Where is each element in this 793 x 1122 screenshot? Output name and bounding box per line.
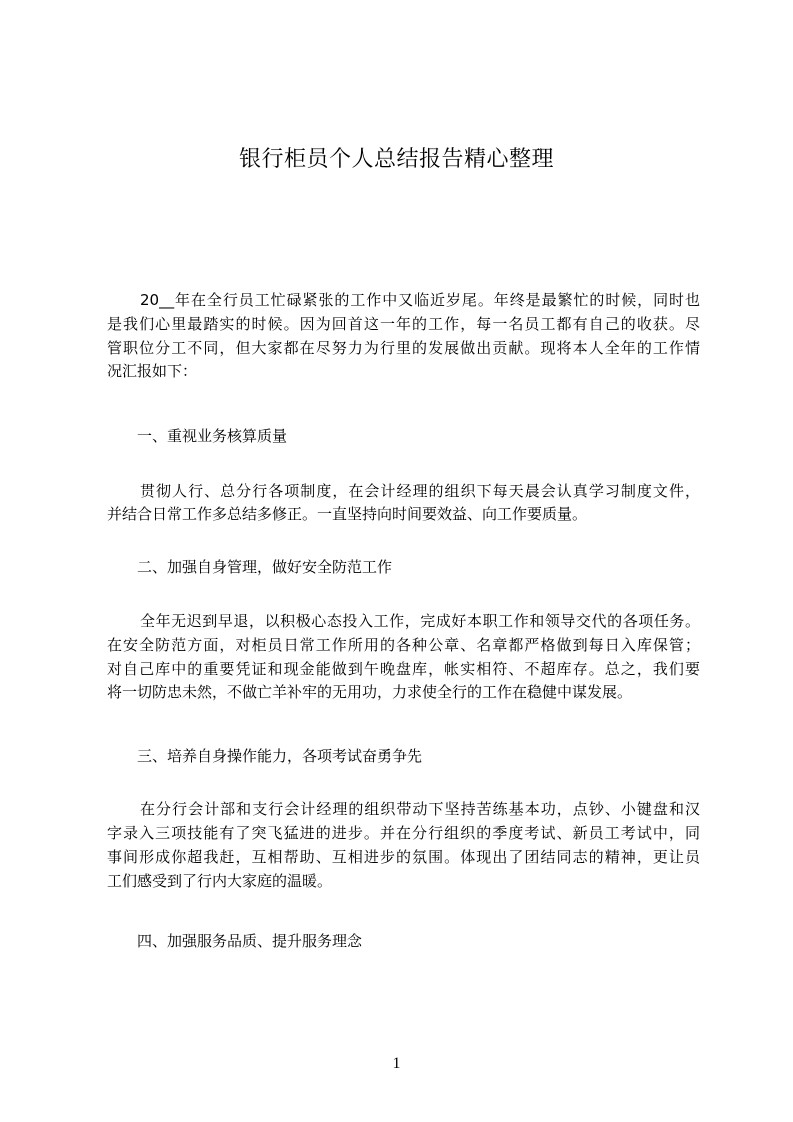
paragraph-line: 况汇报如下： bbox=[107, 362, 198, 380]
section-heading: 四、加强服务品质、提升服务理念 bbox=[137, 932, 363, 950]
paragraph-line: 贯彻人行、总分行各项制度，在会计经理的组织下每天晨会认真学习制度文件， bbox=[140, 482, 700, 500]
paragraph-line: 并结合日常工作多总结多修正。一直坚持向时间要效益、向工作要质量。 bbox=[107, 505, 588, 523]
section-heading: 二、加强自身管理，做好安全防范工作 bbox=[137, 558, 393, 576]
section-heading: 一、重视业务核算质量 bbox=[137, 427, 288, 445]
paragraph-line: 字录入三项技能有了突飞猛进的进步。并在分行组织的季度考试、新员工考试中，同 bbox=[107, 824, 700, 842]
paragraph-line: 将一切防忠未然，不做亡羊补牢的无用功，力求使全行的工作在稳健中谋发展。 bbox=[107, 683, 633, 701]
paragraph-line: 在分行会计部和支行会计经理的组织带动下坚持苦练基本功，点钞、小键盘和汉 bbox=[140, 800, 700, 818]
paragraph-line: 是我们心里最踏实的时候。因为回首这一年的工作，每一名员工都有自己的收获。尽 bbox=[107, 315, 700, 333]
paragraph-line: 工们感受到了行内大家庭的温暖。 bbox=[107, 872, 333, 890]
document-title: 银行柜员个人总结报告精心整理 bbox=[238, 147, 554, 172]
paragraph-line: 20__年在全行员工忙碌紧张的工作中又临近岁尾。年终是最繁忙的时候，同时也 bbox=[140, 291, 700, 309]
paragraph-line: 对自己库中的重要凭证和现金能做到午晚盘库，帐实相符、不超库存。总之，我们要 bbox=[107, 660, 700, 678]
paragraph-line: 管职位分工不同，但大家都在尽努力为行里的发展做出贡献。现将本人全年的工作情 bbox=[107, 339, 700, 357]
paragraph-line: 全年无迟到早退，以积极心态投入工作，完成好本职工作和领导交代的各项任务。 bbox=[140, 612, 700, 630]
paragraph-line: 在安全防范方面，对柜员日常工作所用的各种公章、名章都严格做到每日入库保管； bbox=[107, 636, 700, 654]
section-heading: 三、培养自身操作能力，各项考试奋勇争先 bbox=[137, 747, 423, 765]
page-number: 1 bbox=[392, 1055, 401, 1072]
paragraph-line: 事间形成你超我赶，互相帮助、互相进步的氛围。体现出了团结同志的精神，更让员 bbox=[107, 848, 700, 866]
